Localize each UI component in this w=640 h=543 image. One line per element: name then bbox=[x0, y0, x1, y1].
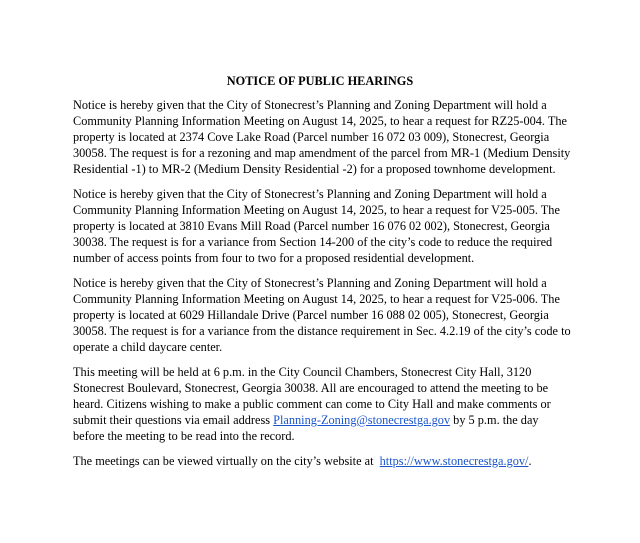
website-text-end: . bbox=[528, 454, 532, 468]
notice-paragraph-v25-005: Notice is hereby given that the City of Stonecrest’s Planning and Zoning Department will hold a Community Planning Information Meeting on August 14, 2025, to hear a request for V25-005. The property is located at 3810 Evans Mill Road (Parcel number 16 076 02 002), Stonecrest, Georgia 30038. The request is for a variance from Section 14-200 of the city’s code to reduce the required number of access points from four to two for a proposed residential development. bbox=[73, 187, 560, 265]
website-link[interactable]: https://www.stonecrestga.gov/ bbox=[379, 454, 529, 468]
email-link[interactable]: Planning-Zoning@stonecrestga.gov bbox=[273, 413, 451, 427]
website-text: The meetings can be viewed virtually on the city’s website at bbox=[73, 454, 380, 468]
meeting-details-paragraph bbox=[73, 364, 573, 444]
notice-paragraph-rz25-004: Notice is hereby given that the City of Stonecrest’s Planning and Zoning Department will hold a Community Planning Information Meeting on August 14, 2025, to hear a request for RZ25-004. The property is located at 2374 Cove Lake Road (Parcel number 16 072 03 009), Stonecrest, Georgia 30058. The request is for a rezoning and map amendment of the parcel from MR-1 (Medium Density Residential -1) to MR-2 (Medium Density Residential -2) for a proposed townhome development. bbox=[73, 98, 571, 176]
notice-title: NOTICE OF PUBLIC HEARINGS bbox=[226, 74, 414, 88]
notice-paragraph-v25-006: Notice is hereby given that the City of Stonecrest’s Planning and Zoning Department will hold a Community Planning Information Meeting on August 14, 2025, to hear a request for V25-006. The property is located at 6029 Hillandale Drive (Parcel number 16 088 02 005), Stonecrest, Georgia 30058. The request is for a variance from the distance requirement in Sec. 4.2.19 of the city’s code to operate a child daycare center. bbox=[73, 276, 571, 354]
meeting-details-text-end: by 5 p.m. the day before the meeting to be read into the record. bbox=[73, 413, 539, 443]
notice-body bbox=[73, 97, 573, 478]
website-paragraph bbox=[73, 453, 573, 469]
meeting-details-text: This meeting will be held at 6 p.m. in the City Council Chambers, Stonecrest City Hall, 3120 Stonecrest Boulevard, Stonecrest, Georgia 30038. All are encouraged to attend the meeting to be heard. Citizens wishing to make a public comment can come to City Hall and make comments or submit their questions via email address bbox=[73, 365, 551, 427]
